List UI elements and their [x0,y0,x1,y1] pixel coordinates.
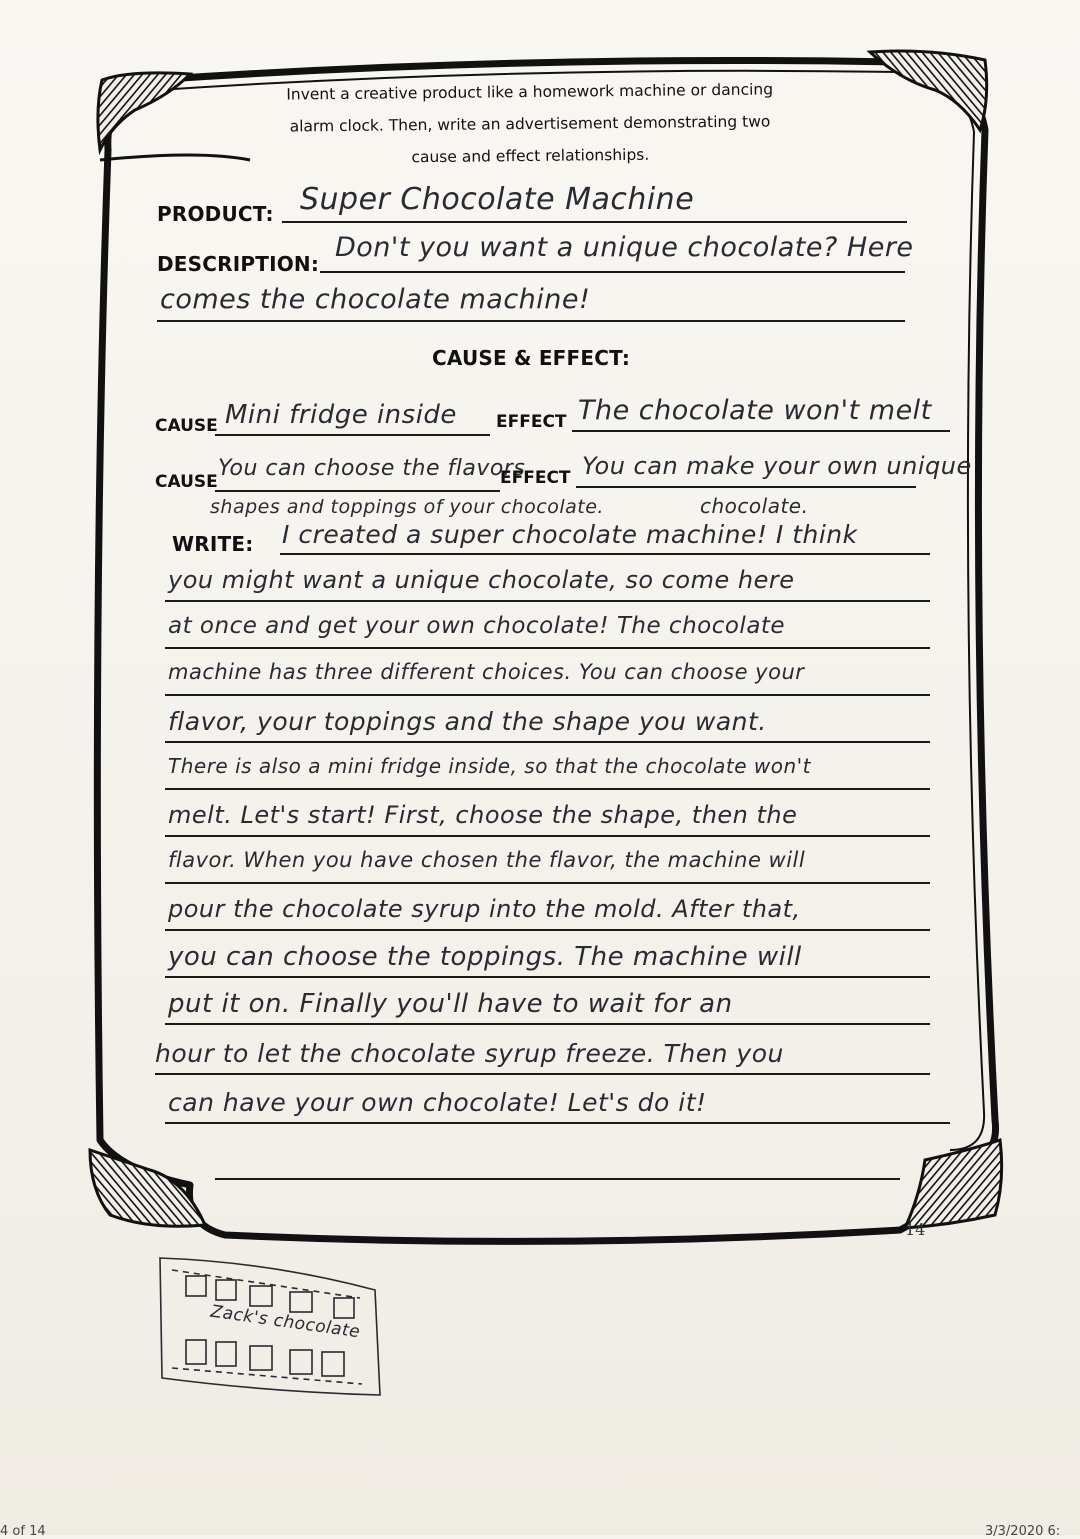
write-rule [165,694,930,696]
instructions [240,73,821,175]
effect-answer-2: You can make your own unique [582,452,972,480]
write-rule [280,553,930,555]
product-rule [282,221,907,223]
write-rule [155,1073,930,1075]
chocolate-bar-label: Zack's chocolate [209,1301,362,1343]
cause-label-1: CAUSE [155,416,218,436]
footer-left: 4 of 14 [0,1524,46,1539]
write-rule [165,600,930,602]
effect-label-2: EFFECT [500,468,571,488]
cause-answer-2-continued: shapes and toppings of your chocolate. [210,496,604,518]
write-line-12: hour to let the chocolate syrup freeze. Then you [155,1039,784,1068]
cause-rule-2 [215,490,500,492]
write-label: WRITE: [172,532,254,556]
instructions-line-3: cause and effect relationships. [411,145,650,167]
cause-label-2: CAUSE [155,472,218,492]
write-rule [165,929,930,931]
write-line-8: flavor. When you have chosen the flavor, the machine will [168,848,806,872]
effect-rule-2 [576,486,916,488]
write-rule [165,882,930,884]
cause-answer-1: Mini fridge inside [225,400,457,430]
write-rule [165,741,930,743]
cause-effect-heading: CAUSE & EFFECT: [432,346,631,370]
description-rule-1 [320,271,905,273]
write-rule [165,1023,930,1025]
description-answer-line-2: comes the chocolate machine! [160,284,591,315]
write-line-5: flavor, your toppings and the shape you want. [168,707,767,736]
write-rule [165,976,930,978]
write-line-3: at once and get your own chocolate! The chocolate [168,613,786,639]
product-label: PRODUCT: [157,202,274,226]
effect-answer-1: The chocolate won't melt [578,395,932,426]
write-rule [165,835,930,837]
write-line-7: melt. Let's start! First, choose the shape, then the [168,801,798,829]
description-rule-2 [157,320,905,322]
write-rule [165,788,930,790]
effect-label-1: EFFECT [496,412,567,432]
write-line-13: can have your own chocolate! Let's do it! [168,1088,707,1117]
write-line-2: you might want a unique chocolate, so come here [168,566,795,594]
corner-ornament-bottom-right [905,1140,1002,1228]
write-rule [165,1122,950,1124]
write-line-1: I created a super chocolate machine! I think [282,520,858,549]
write-rule-empty [215,1178,900,1180]
instructions-line-1: Invent a creative product like a homework machine or dancing [286,80,774,104]
page-number: 14 [905,1220,926,1239]
write-line-11: put it on. Finally you'll have to wait for an [168,989,733,1019]
write-line-9: pour the chocolate syrup into the mold. After that, [168,895,801,923]
write-rule [165,647,930,649]
instructions-line-2: alarm clock. Then, write an advertisement demonstrating two [289,112,771,136]
product-answer: Super Chocolate Machine [300,182,695,217]
description-label: DESCRIPTION: [157,252,320,276]
write-line-4: machine has three different choices. You can choose your [168,660,805,684]
description-answer-line-1: Don't you want a unique chocolate? Here [335,232,914,263]
write-line-10: you can choose the toppings. The machine will [168,942,802,972]
effect-rule-1 [572,430,950,432]
cause-rule-1 [215,434,490,436]
write-line-6: There is also a mini fridge inside, so that the chocolate won't [168,754,812,778]
effect-answer-2-continued: chocolate. [700,494,809,518]
corner-ornament-top-left [98,73,190,150]
footer-right: 3/3/2020 6: [985,1524,1061,1539]
cause-answer-2: You can choose the flavors [218,456,526,481]
